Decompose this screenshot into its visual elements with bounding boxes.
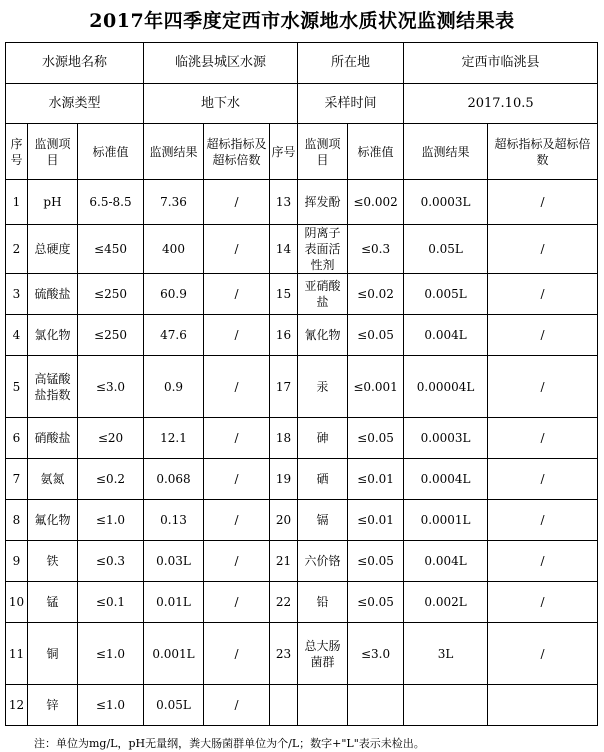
right-seq-cell: 23 [270,623,298,685]
left-seq-cell: 10 [6,582,28,623]
left-seq-cell: 6 [6,418,28,459]
right-seq-cell: 15 [270,274,298,315]
right-item-cell: 总大肠菌群 [298,623,348,685]
left-standard-cell: ≤20 [78,418,144,459]
left-seq-cell: 3 [6,274,28,315]
table-row [6,623,598,685]
left-standard-cell: ≤250 [78,315,144,356]
left-standard-cell: 6.5-8.5 [78,180,144,225]
results-table [5,42,598,726]
right-standard-cell: ≤0.01 [348,500,404,541]
right-standard-cell: ≤0.05 [348,418,404,459]
left-result-cell: 0.001L [144,623,204,685]
left-result-cell: 0.13 [144,500,204,541]
left-result-cell: 0.068 [144,459,204,500]
header-standard: 标准值 [78,124,144,180]
source-type-value: 地下水 [144,84,298,124]
right-item-cell: 硒 [298,459,348,500]
left-item-cell: pH [28,180,78,225]
right-standard-cell: ≤0.002 [348,180,404,225]
left-result-cell: 0.9 [144,356,204,418]
left-standard-cell: ≤0.3 [78,541,144,582]
table-row [6,418,598,459]
right-result-cell: 0.0001L [404,500,488,541]
left-item-cell: 硫酸盐 [28,274,78,315]
right-item-cell: 汞 [298,356,348,418]
header-row [6,124,598,180]
right-item-cell: 六价铬 [298,541,348,582]
right-exceed-cell: / [488,500,598,541]
source-name-value: 临洮县城区水源 [144,43,298,84]
right-result-cell: 0.00004L [404,356,488,418]
left-item-cell: 锌 [28,685,78,726]
right-result-cell: 0.002L [404,582,488,623]
left-seq-cell: 7 [6,459,28,500]
left-item-cell: 氯化物 [28,315,78,356]
left-exceed-cell: / [204,685,270,726]
right-standard-cell: ≤3.0 [348,623,404,685]
table-row [6,500,598,541]
left-seq-cell: 11 [6,623,28,685]
left-seq-cell: 5 [6,356,28,418]
left-item-cell: 氨氮 [28,459,78,500]
left-exceed-cell: / [204,274,270,315]
left-standard-cell: ≤0.2 [78,459,144,500]
right-item-cell: 亚硝酸盐 [298,274,348,315]
right-item-cell: 阴离子表面活性剂 [298,225,348,274]
left-seq-cell: 9 [6,541,28,582]
left-exceed-cell: / [204,225,270,274]
table-row [6,582,598,623]
header-item: 监测项目 [28,124,78,180]
right-result-cell: 3L [404,623,488,685]
left-item-cell: 铜 [28,623,78,685]
table-row [6,315,598,356]
page-title: 2017年四季度定西市水源地水质状况监测结果表 [89,10,515,32]
left-exceed-cell: / [204,315,270,356]
right-seq-cell: 17 [270,356,298,418]
left-seq-cell: 2 [6,225,28,274]
left-exceed-cell: / [204,459,270,500]
header-exceed: 超标指标及超标倍数 [204,124,270,180]
right-exceed-cell: / [488,356,598,418]
right-exceed-cell: / [488,274,598,315]
left-result-cell: 0.01L [144,582,204,623]
right-item-cell: 氰化物 [298,315,348,356]
table-row [6,225,598,274]
left-result-cell: 0.03L [144,541,204,582]
right-exceed-cell: / [488,418,598,459]
right-exceed-cell: / [488,459,598,500]
right-seq-cell: 18 [270,418,298,459]
right-exceed-cell: / [488,225,598,274]
right-result-cell: 0.004L [404,315,488,356]
footnote: 注：单位为mg/L，pH无量纲，粪大肠菌群单位为个/L；数字+"L"表示未检出。 [34,737,425,750]
table-row [6,459,598,500]
header-exceed-right: 超标指标及超标倍数 [488,124,598,180]
info-row-2 [6,84,598,124]
left-result-cell: 400 [144,225,204,274]
header-result: 监测结果 [144,124,204,180]
left-exceed-cell: / [204,541,270,582]
left-item-cell: 高锰酸盐指数 [28,356,78,418]
left-standard-cell: ≤1.0 [78,623,144,685]
left-exceed-cell: / [204,500,270,541]
right-standard-cell: ≤0.05 [348,582,404,623]
left-result-cell: 60.9 [144,274,204,315]
location-label: 所在地 [298,43,404,84]
left-result-cell: 12.1 [144,418,204,459]
left-result-cell: 0.05L [144,685,204,726]
left-standard-cell: ≤0.1 [78,582,144,623]
right-standard-cell: ≤0.05 [348,315,404,356]
right-result-cell: 0.0004L [404,459,488,500]
source-type-label: 水源类型 [6,84,144,124]
right-result-cell: 0.0003L [404,418,488,459]
right-standard-cell: ≤0.3 [348,225,404,274]
left-item-cell: 硝酸盐 [28,418,78,459]
right-seq-cell: 21 [270,541,298,582]
right-standard-cell [348,685,404,726]
left-item-cell: 铁 [28,541,78,582]
right-seq-cell: 22 [270,582,298,623]
sample-time-label: 采样时间 [298,84,404,124]
right-seq-cell: 14 [270,225,298,274]
sample-time-value: 2017.10.5 [404,84,598,124]
table-row [6,356,598,418]
right-exceed-cell: / [488,541,598,582]
right-exceed-cell: / [488,315,598,356]
right-seq-cell: 16 [270,315,298,356]
table-row [6,180,598,225]
left-standard-cell: ≤1.0 [78,685,144,726]
left-result-cell: 7.36 [144,180,204,225]
right-result-cell: 0.005L [404,274,488,315]
right-exceed-cell [488,685,598,726]
left-item-cell: 总硬度 [28,225,78,274]
left-seq-cell: 4 [6,315,28,356]
source-name-label: 水源地名称 [6,43,144,84]
right-result-cell: 0.0003L [404,180,488,225]
right-seq-cell [270,685,298,726]
right-item-cell: 镉 [298,500,348,541]
right-seq-cell: 19 [270,459,298,500]
left-exceed-cell: / [204,582,270,623]
table-row [6,685,598,726]
left-item-cell: 氟化物 [28,500,78,541]
header-standard-right: 标准值 [348,124,404,180]
left-standard-cell: ≤450 [78,225,144,274]
left-standard-cell: ≤1.0 [78,500,144,541]
right-item-cell: 铅 [298,582,348,623]
left-seq-cell: 8 [6,500,28,541]
left-item-cell: 锰 [28,582,78,623]
info-row-1 [6,43,598,84]
right-standard-cell: ≤0.02 [348,274,404,315]
location-value: 定西市临洮县 [404,43,598,84]
right-result-cell: 0.05L [404,225,488,274]
left-standard-cell: ≤3.0 [78,356,144,418]
left-exceed-cell: / [204,356,270,418]
left-seq-cell: 1 [6,180,28,225]
table-row [6,541,598,582]
right-standard-cell: ≤0.001 [348,356,404,418]
right-result-cell: 0.004L [404,541,488,582]
right-exceed-cell: / [488,623,598,685]
left-seq-cell: 12 [6,685,28,726]
header-item-right: 监测项目 [298,124,348,180]
left-result-cell: 47.6 [144,315,204,356]
right-standard-cell: ≤0.05 [348,541,404,582]
right-item-cell: 砷 [298,418,348,459]
right-standard-cell: ≤0.01 [348,459,404,500]
right-result-cell [404,685,488,726]
left-exceed-cell: / [204,418,270,459]
left-standard-cell: ≤250 [78,274,144,315]
right-seq-cell: 20 [270,500,298,541]
left-exceed-cell: / [204,623,270,685]
right-seq-cell: 13 [270,180,298,225]
right-exceed-cell: / [488,582,598,623]
right-exceed-cell: / [488,180,598,225]
header-seq: 序号 [6,124,28,180]
right-item-cell [298,685,348,726]
table-row [6,274,598,315]
left-exceed-cell: / [204,180,270,225]
right-item-cell: 挥发酚 [298,180,348,225]
header-seq-right: 序号 [270,124,298,180]
header-result-right: 监测结果 [404,124,488,180]
